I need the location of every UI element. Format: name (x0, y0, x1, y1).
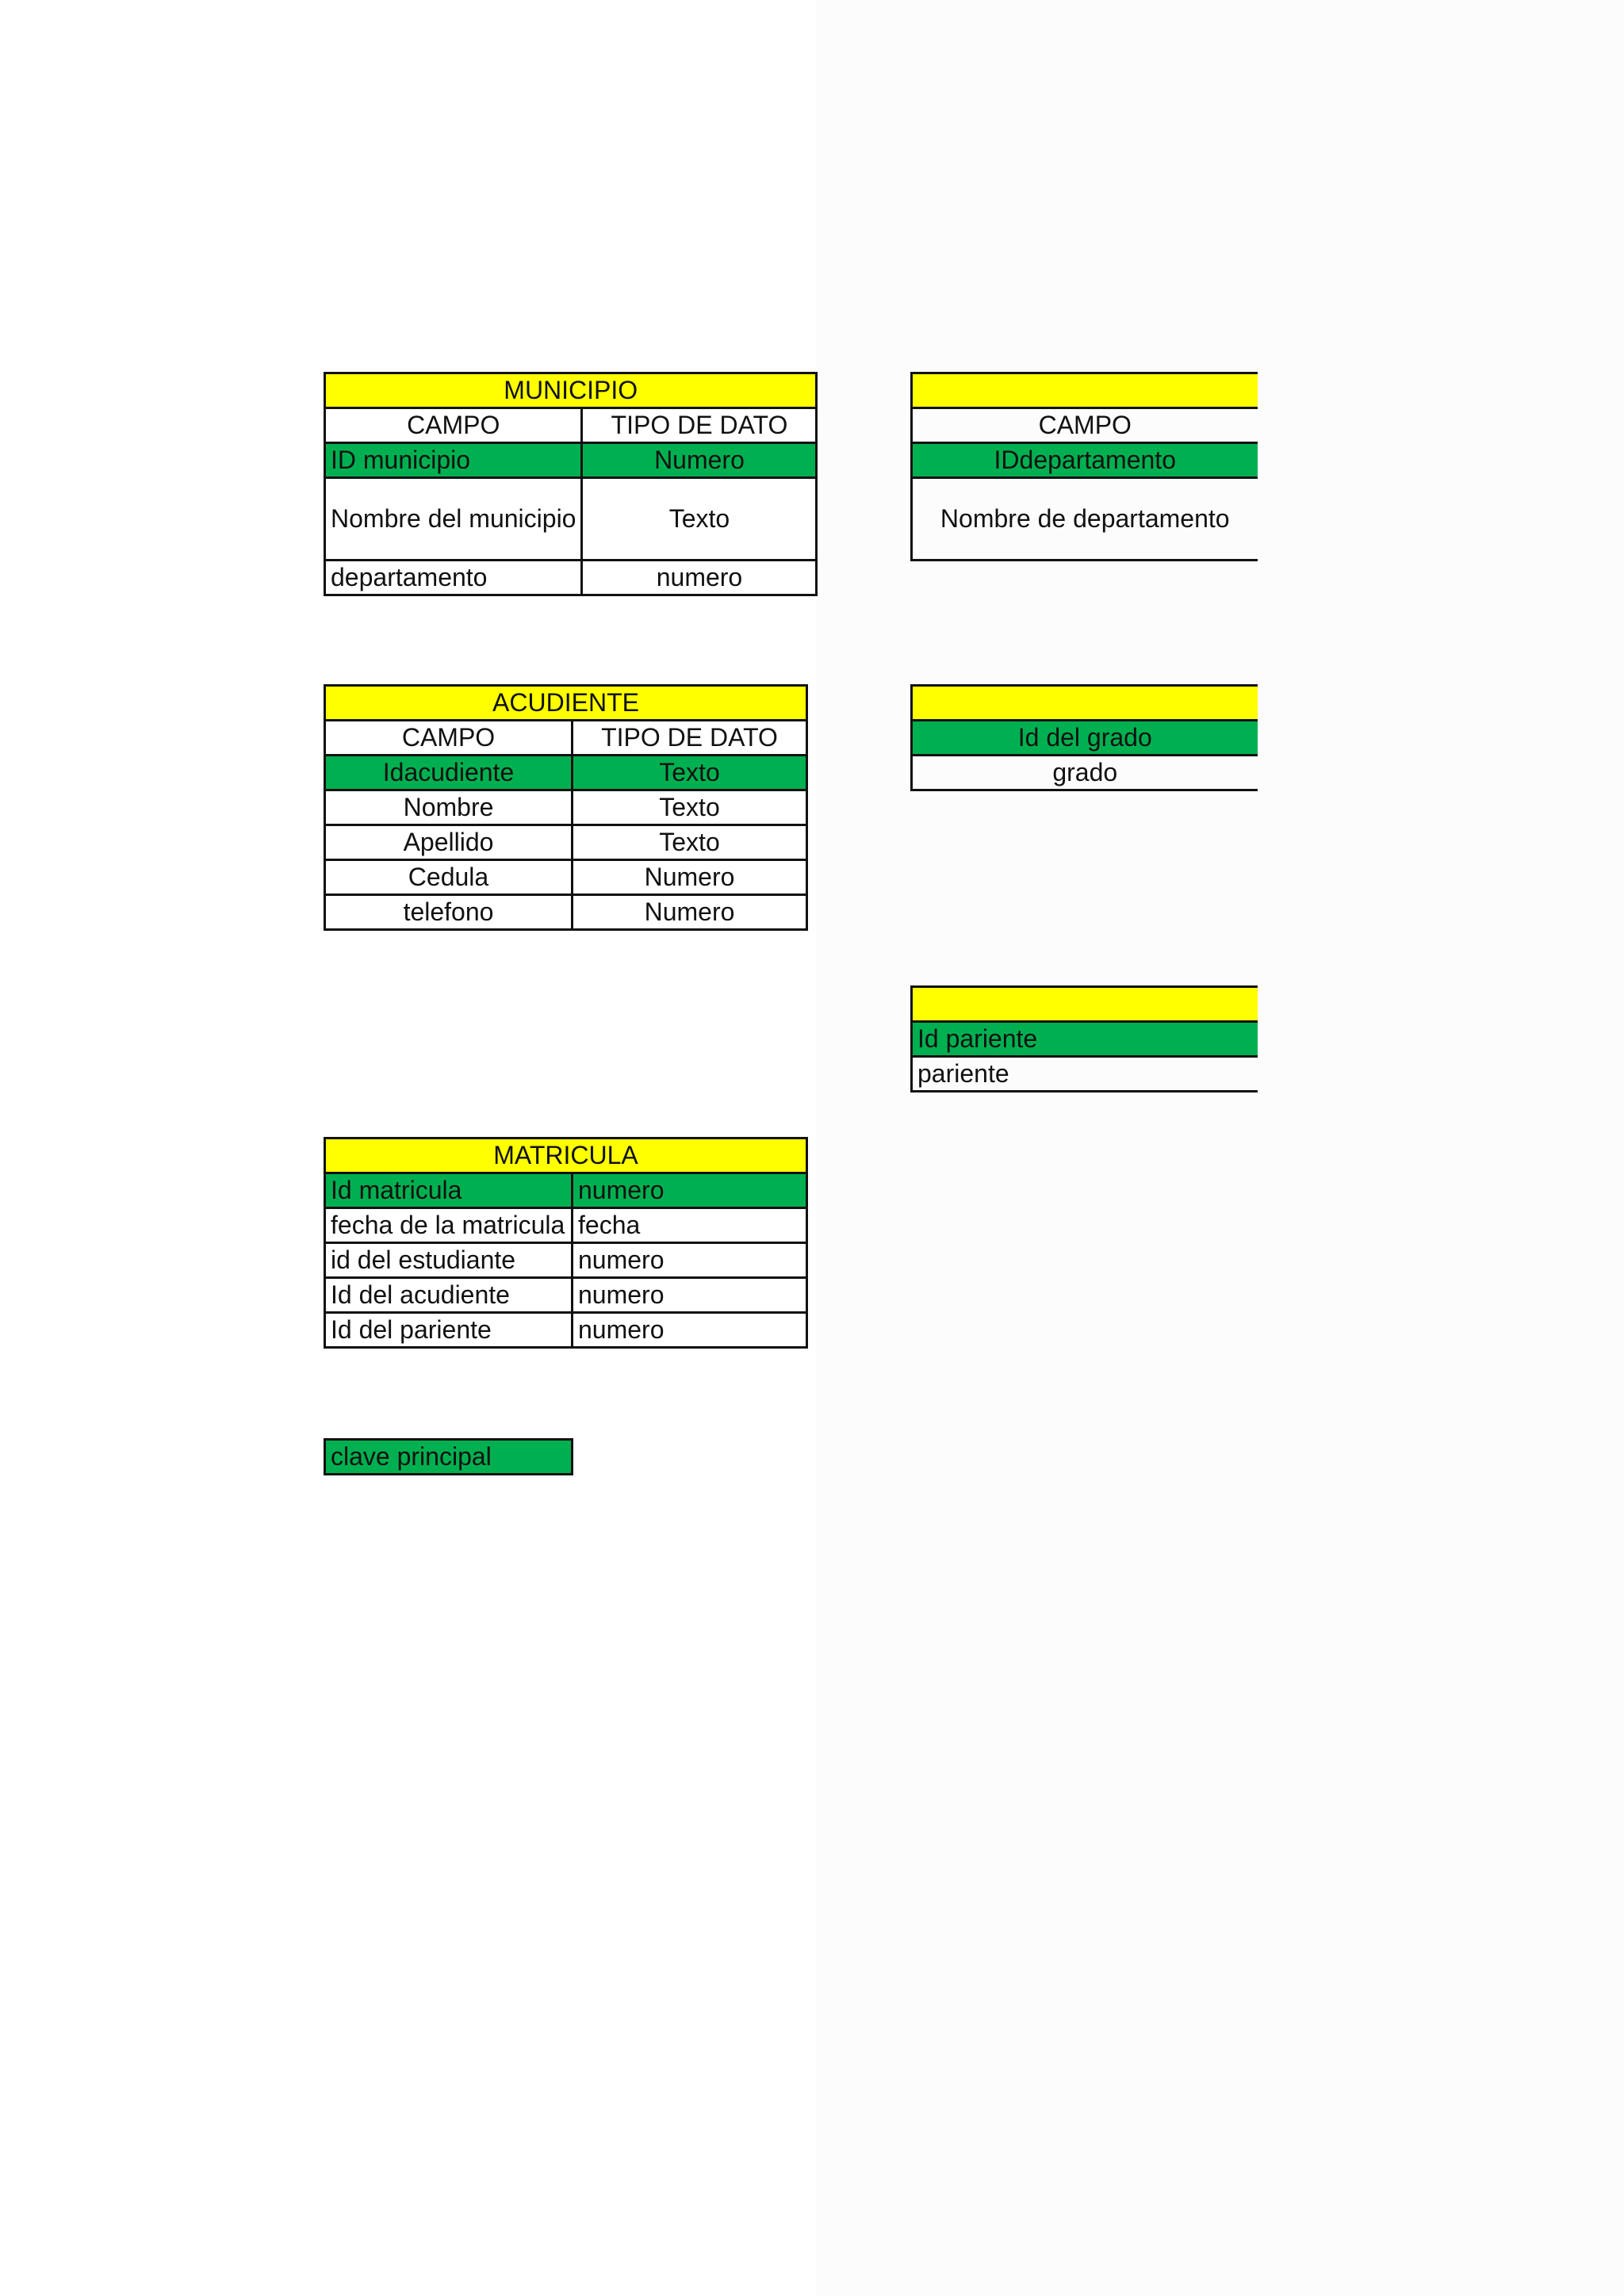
matricula-type-cell: numero (573, 1313, 807, 1348)
departamento-field-cell: IDdepartamento (912, 443, 1258, 478)
legend-primary-key: clave principal (325, 1440, 573, 1475)
matricula-table (324, 1137, 808, 1349)
legend-table (324, 1438, 573, 1475)
grado-title (912, 686, 1258, 721)
pariente-field-cell: Id pariente (912, 1022, 1258, 1057)
matricula-type-cell: fecha (573, 1208, 807, 1243)
municipio-type-cell: Texto (582, 478, 817, 561)
matricula-field-cell: Id del pariente (325, 1313, 573, 1348)
municipio-col-type: TIPO DE DATO (582, 408, 817, 443)
municipio-col-field: CAMPO (325, 408, 582, 443)
matricula-field-cell: Id del acudiente (325, 1278, 573, 1313)
municipio-type-cell: numero (582, 561, 817, 595)
departamento-col-field: CAMPO (912, 408, 1258, 443)
matricula-field-cell: id del estudiante (325, 1243, 573, 1278)
matricula-type-cell: numero (573, 1173, 807, 1208)
acudiente-col-field: CAMPO (325, 721, 573, 756)
acudiente-type-cell: Texto (573, 756, 807, 790)
departamento-table (910, 372, 1258, 561)
municipio-field-cell: ID municipio (325, 443, 582, 478)
matricula-type-cell: numero (573, 1243, 807, 1278)
acudiente-field-cell: Apellido (325, 825, 573, 860)
acudiente-field-cell: telefono (325, 895, 573, 930)
acudiente-field-cell: Nombre (325, 790, 573, 825)
pariente-table (910, 985, 1258, 1093)
acudiente-field-cell: Cedula (325, 860, 573, 895)
municipio-type-cell: Numero (582, 443, 817, 478)
matricula-title: MATRICULA (325, 1138, 807, 1173)
municipio-field-cell: Nombre del municipio (325, 478, 582, 561)
departamento-field-cell: Nombre de departamento (912, 478, 1258, 561)
municipio-table (324, 372, 818, 596)
acudiente-type-cell: Texto (573, 790, 807, 825)
pariente-title (912, 987, 1258, 1022)
departamento-title (912, 373, 1258, 408)
acudiente-type-cell: Texto (573, 825, 807, 860)
acudiente-title: ACUDIENTE (325, 686, 807, 721)
grado-field-cell: grado (912, 756, 1258, 790)
grado-table (910, 684, 1258, 791)
municipio-field-cell: departamento (325, 561, 582, 595)
municipio-title: MUNICIPIO (325, 373, 817, 408)
acudiente-col-type: TIPO DE DATO (573, 721, 807, 756)
pariente-field-cell: pariente (912, 1057, 1258, 1092)
grado-field-cell: Id del grado (912, 721, 1258, 756)
acudiente-type-cell: Numero (573, 860, 807, 895)
page-background (817, 0, 1624, 2296)
matricula-field-cell: Id matricula (325, 1173, 573, 1208)
matricula-type-cell: numero (573, 1278, 807, 1313)
acudiente-field-cell: Idacudiente (325, 756, 573, 790)
acudiente-table (324, 684, 808, 931)
acudiente-type-cell: Numero (573, 895, 807, 930)
matricula-field-cell: fecha de la matricula (325, 1208, 573, 1243)
